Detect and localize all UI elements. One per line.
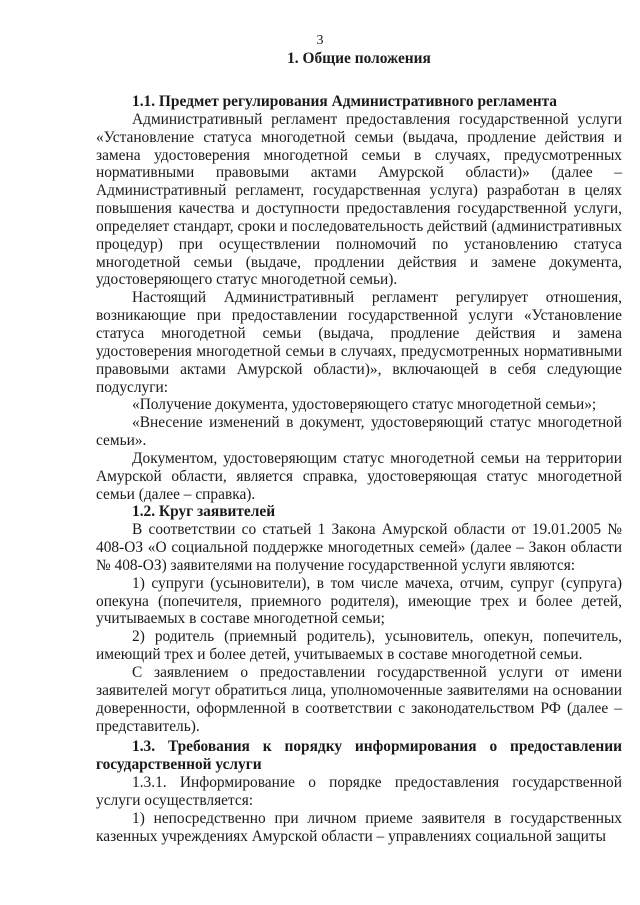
- page-number: 3: [316, 33, 324, 48]
- paragraph: Настоящий Административный регламент регулирует отношения, возникающие при предоставлении государственной услуги «Установление статуса многодетной семьи (выдача, продление действия и замена удостоверения многодетной семьи в случаях, предусмотренных нормативными правовыми актами Амурской области)», включающей в себя следующие подуслуги:: [96, 289, 622, 396]
- list-item: 2) родитель (приемный родитель), усыновитель, опекун, попечитель, имеющий трех и более детей, учитываемых в составе многодетной семьи.: [96, 628, 622, 664]
- document-body: [96, 93, 622, 845]
- paragraph: С заявлением о предоставлении государственной услуги от имени заявителей могут обратиться лица, уполномоченные заявителями на основании доверенности, оформленной в соответствии с законодательством РФ (далее – представитель).: [96, 664, 622, 735]
- paragraph: 1.3.1. Информирование о порядке предоставления государственной услуги осуществляется:: [96, 774, 622, 809]
- heading-subject: 1.1. Предмет регулирования Административного регламента: [132, 93, 558, 110]
- list-item: 1) супруги (усыновители), в том числе мачеха, отчим, супруг (супруга) опекуна (попечителя, приемного родителя), имеющие трех и более детей, учитываемых в составе многодетной семьи;: [96, 574, 622, 628]
- paragraph: В соответствии со статьей 1 Закона Амурской области от 19.01.2005 № 408-ОЗ «О социальной поддержке многодетных семей» (далее – Закон области № 408-ОЗ) заявителями на получение государственной услуги являются:: [96, 521, 622, 574]
- paragraph: Документом, удостоверяющим статус многодетной семьи на территории Амурской области, является справка, удостоверяющая статус многодетной семьи (далее – справка).: [96, 449, 622, 503]
- paragraph: «Внесение изменений в документ, удостоверяющий статус многодетной семьи».: [96, 414, 622, 450]
- heading-informing: 1.3. Требования к порядку информирования о предоставлении государственной услуги: [96, 738, 622, 774]
- paragraph: Административный регламент предоставления государственной услуги «Установление статуса многодетной семьи (выдача, продление действия и замена удостоверения многодетной семьи в случаях, предусмотренных нормативными правовыми актами Амурской области)» (далее – Административный регламент, государственная услуга) разработан в целях повышения качества и доступности предоставления государственной услуги, определяет стандарт, сроки и последовательность действий (административных процедур) при осуществлении полномочий по установлению статуса многодетной семьи (выдаче, продлении действия и замене документа, удостоверяющего статус многодетной семьи).: [96, 110, 622, 289]
- list-item: 1) непосредственно при личном приеме заявителя в государственных казенных учреждениях Амурской области – управлениях социальной защиты: [96, 809, 622, 845]
- section-title: 1. Общие положения: [287, 50, 431, 67]
- heading-applicants: 1.2. Круг заявителей: [132, 503, 276, 521]
- paragraph: «Получение документа, удостоверяющего статус многодетной семьи»;: [132, 396, 597, 414]
